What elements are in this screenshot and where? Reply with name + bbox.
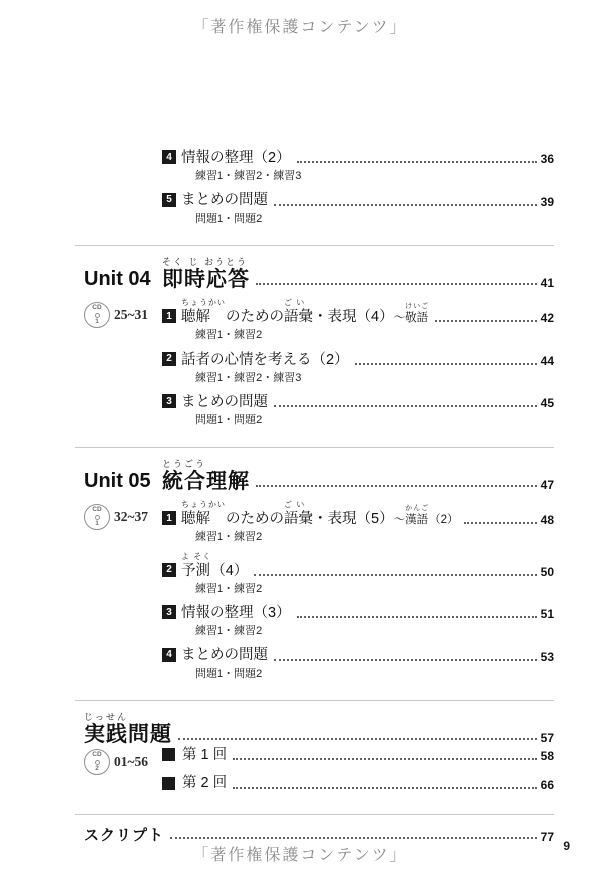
unit-header — [84, 258, 554, 292]
title-text: 予測 — [181, 562, 210, 579]
dot-leader — [464, 522, 536, 524]
page-ref: 51 — [540, 607, 554, 622]
entry-title — [181, 351, 349, 369]
item-row — [162, 553, 554, 580]
dot-leader — [256, 283, 537, 285]
title-segment — [181, 351, 349, 369]
dot-leader — [254, 574, 536, 576]
title-text: ・表現（4） — [313, 309, 394, 326]
entry-title — [181, 393, 268, 411]
title-text: スクリプト — [84, 826, 165, 844]
page-ref: 57 — [540, 731, 554, 746]
page-ref: 77 — [540, 830, 554, 845]
cd-badge — [84, 749, 162, 775]
item-row — [162, 746, 554, 764]
cd-cell — [84, 149, 162, 234]
furigana: ご い — [284, 500, 306, 510]
title-text: 語彙 — [284, 511, 313, 528]
title-text: 情報の整理（2） — [181, 150, 291, 166]
dot-leader — [274, 659, 537, 661]
entry-title — [181, 646, 268, 664]
unit-title-cell — [162, 460, 554, 494]
cd-track-range: 32~37 — [114, 509, 149, 525]
title-segment — [181, 149, 291, 167]
cd-hole-icon — [95, 515, 100, 520]
title-segment — [162, 258, 250, 292]
title-text: 敬語 — [405, 312, 429, 325]
item-row — [162, 149, 554, 167]
title-segment — [84, 713, 128, 747]
unit-title-row — [162, 460, 554, 494]
item-number-badge: 2 — [162, 563, 176, 577]
unit-header — [84, 460, 554, 494]
section-body — [84, 746, 554, 802]
furigana: かんご — [405, 504, 430, 512]
section-divider — [75, 700, 554, 701]
title-text: 第 1 回 — [182, 747, 228, 764]
entry-title — [182, 774, 227, 792]
dot-leader — [233, 758, 537, 760]
cd-disc-number: 1 — [95, 317, 99, 325]
title-text: ～ — [393, 312, 406, 325]
item-number-badge: 1 — [162, 511, 176, 525]
item-row — [162, 646, 554, 664]
title-text: 語彙 — [284, 309, 313, 326]
cd-cell — [84, 299, 162, 435]
toc-item — [162, 299, 554, 342]
title-segment — [181, 501, 226, 528]
title-segment — [181, 604, 291, 622]
item-number-badge: 1 — [162, 309, 176, 323]
item-number-badge: 5 — [162, 193, 176, 207]
item-sublabel: 練習1・練習2 — [195, 582, 263, 595]
dot-leader — [233, 787, 537, 789]
item-number-badge: 2 — [162, 352, 176, 366]
title-text: 理解 — [206, 469, 251, 493]
item-sublabel: 問題1・問題2 — [195, 667, 263, 680]
cd-track-range: 25~31 — [114, 307, 149, 323]
dot-leader — [355, 363, 537, 365]
title-text: ～ — [393, 513, 406, 526]
title-text: （4） — [211, 562, 249, 579]
section-body — [84, 501, 554, 689]
toc-item — [162, 501, 554, 544]
item-row — [162, 501, 554, 528]
title-segment — [284, 501, 313, 528]
toc-item — [162, 553, 554, 596]
toc-section — [84, 460, 554, 689]
entry-title — [181, 149, 291, 167]
page-ref: 53 — [540, 649, 554, 664]
entry-title — [181, 299, 429, 326]
entry-title — [182, 746, 227, 764]
toc-section — [84, 149, 554, 234]
cd-badge — [84, 302, 162, 328]
page-ref: 48 — [540, 513, 554, 528]
item-row — [162, 604, 554, 622]
copyright-notice-top: 「著作権保護コンテンツ」 — [192, 19, 408, 36]
copyright-notice-bottom: 「著作権保護コンテンツ」 — [192, 847, 408, 864]
furigana: じっせん — [84, 711, 129, 722]
item-row — [162, 191, 554, 209]
cd-badge — [84, 504, 162, 530]
section-divider — [75, 245, 554, 246]
cd-disc-icon — [84, 749, 110, 775]
title-segment — [206, 470, 250, 494]
title-segment — [394, 513, 406, 528]
item-number-badge: 3 — [162, 605, 176, 619]
cd-disc-icon — [84, 504, 110, 530]
cd-disc-number: 2 — [95, 764, 99, 772]
item-sublabel: 練習1・練習2・練習3 — [195, 371, 302, 384]
toc-item — [162, 646, 554, 680]
furigana: ちょうかい — [181, 500, 226, 510]
title-segment — [226, 308, 284, 326]
item-list — [162, 746, 554, 802]
toc-item — [162, 393, 554, 427]
item-row — [162, 299, 554, 326]
title-text: 第 2 回 — [182, 775, 228, 792]
title-text: 即時応答 — [162, 267, 250, 291]
title-text: （2） — [429, 513, 459, 526]
unit-label: Unit 05 — [84, 470, 151, 493]
title-text: まとめの問題 — [181, 394, 268, 411]
title-segment — [429, 513, 458, 528]
section-divider — [75, 814, 554, 815]
page-ref: 39 — [540, 194, 554, 209]
entry-title — [181, 191, 268, 209]
dot-leader — [170, 837, 537, 839]
toc-item — [162, 191, 554, 225]
page-ref: 45 — [540, 396, 554, 411]
dot-leader — [256, 485, 537, 487]
title-segment — [181, 299, 226, 326]
title-segment — [181, 393, 268, 411]
item-sublabel: 問題1・問題2 — [195, 212, 263, 225]
item-number-badge: 4 — [162, 648, 176, 662]
item-row — [162, 774, 554, 792]
section-body — [84, 299, 554, 435]
furigana: けいご — [405, 303, 430, 311]
title-segment — [181, 553, 211, 580]
entry-title — [181, 553, 248, 580]
item-list — [162, 149, 554, 234]
dot-leader — [274, 204, 537, 206]
page-ref: 58 — [540, 749, 554, 764]
title-text: まとめの問題 — [181, 647, 268, 664]
item-row — [162, 351, 554, 369]
page-ref: 36 — [540, 152, 554, 167]
page-ref: 42 — [540, 311, 554, 326]
cd-cell — [84, 746, 162, 802]
title-text: 聴解 — [181, 309, 210, 326]
title-segment — [405, 505, 429, 528]
item-sublabel: 練習1・練習2・練習3 — [195, 170, 302, 183]
title-text: 漢語 — [405, 513, 429, 526]
page-ref: 41 — [540, 276, 554, 291]
toc-item — [162, 351, 554, 385]
toc-item — [162, 746, 554, 764]
cd-track-range: 01~56 — [114, 754, 149, 770]
title-segment — [394, 311, 406, 326]
entry-title — [181, 604, 291, 622]
title-segment — [313, 510, 394, 528]
item-sublabel: 練習1・練習2 — [195, 531, 263, 544]
title-text: 情報の整理（3） — [181, 604, 291, 621]
furigana: そく じ おうとう — [162, 256, 249, 267]
page-ref: 50 — [540, 564, 554, 579]
cd-label: CD — [92, 506, 102, 514]
title-segment — [181, 191, 268, 209]
unit-label-cell — [84, 470, 162, 493]
title-text: 話者の心情を考える（2） — [181, 351, 349, 368]
dot-leader — [297, 161, 537, 163]
title-segment — [226, 510, 284, 528]
bullet-square-icon — [162, 777, 175, 790]
page-ref: 47 — [540, 478, 554, 493]
section-divider — [75, 447, 554, 448]
page-number: 9 — [563, 839, 570, 853]
entry-title — [162, 258, 250, 292]
title-text: 問題 — [128, 722, 173, 746]
title-segment — [181, 646, 268, 664]
dot-leader — [435, 320, 537, 322]
cd-label: CD — [92, 751, 102, 759]
furigana: ちょうかい — [181, 298, 226, 308]
furigana: よ そく — [181, 551, 212, 561]
dot-leader — [297, 616, 537, 618]
title-segment — [284, 299, 313, 326]
dot-leader — [274, 405, 537, 407]
title-segment — [128, 723, 172, 747]
title-text: のための — [226, 309, 284, 326]
item-sublabel: 問題1・問題2 — [195, 414, 263, 427]
item-sublabel: 練習1・練習2 — [195, 625, 263, 638]
section-title-row — [84, 713, 554, 747]
furigana: ご い — [284, 298, 306, 308]
item-number-badge: 4 — [162, 150, 176, 164]
title-segment — [162, 460, 206, 494]
title-text: まとめの問題 — [181, 192, 268, 209]
cd-cell — [84, 501, 162, 689]
cd-label: CD — [92, 304, 102, 312]
item-sublabel: 練習1・練習2 — [195, 329, 263, 342]
title-segment — [182, 746, 227, 764]
page-ref: 44 — [540, 353, 554, 368]
item-list — [162, 501, 554, 689]
entry-title — [181, 501, 458, 528]
cd-disc-number: 1 — [95, 519, 99, 527]
title-text: 実践 — [84, 722, 128, 746]
furigana: とうごう — [162, 458, 207, 469]
toc-section — [84, 258, 554, 436]
entry-title — [84, 713, 172, 747]
unit-title-cell — [162, 258, 554, 292]
unit-label: Unit 04 — [84, 268, 151, 291]
title-segment — [211, 562, 248, 580]
title-text: ・表現（5） — [313, 511, 394, 528]
unit-label-cell — [84, 268, 162, 291]
dot-leader — [178, 738, 537, 740]
toc-item — [162, 604, 554, 638]
section-body — [84, 149, 554, 234]
title-text: 統合 — [162, 469, 206, 493]
item-number-badge: 3 — [162, 394, 176, 408]
toc-item — [162, 774, 554, 792]
toc — [84, 149, 554, 845]
title-text: 聴解 — [181, 511, 210, 528]
page-ref: 66 — [540, 777, 554, 792]
title-segment — [182, 774, 227, 792]
title-segment — [313, 308, 394, 326]
toc-item — [162, 149, 554, 183]
item-row — [162, 393, 554, 411]
cd-disc-icon — [84, 302, 110, 328]
item-list — [162, 299, 554, 435]
entry-title — [162, 460, 250, 494]
title-text: のための — [226, 511, 284, 528]
title-segment — [405, 303, 429, 326]
bullet-square-icon — [162, 748, 175, 761]
unit-title-row — [162, 258, 554, 292]
toc-section — [84, 713, 554, 803]
